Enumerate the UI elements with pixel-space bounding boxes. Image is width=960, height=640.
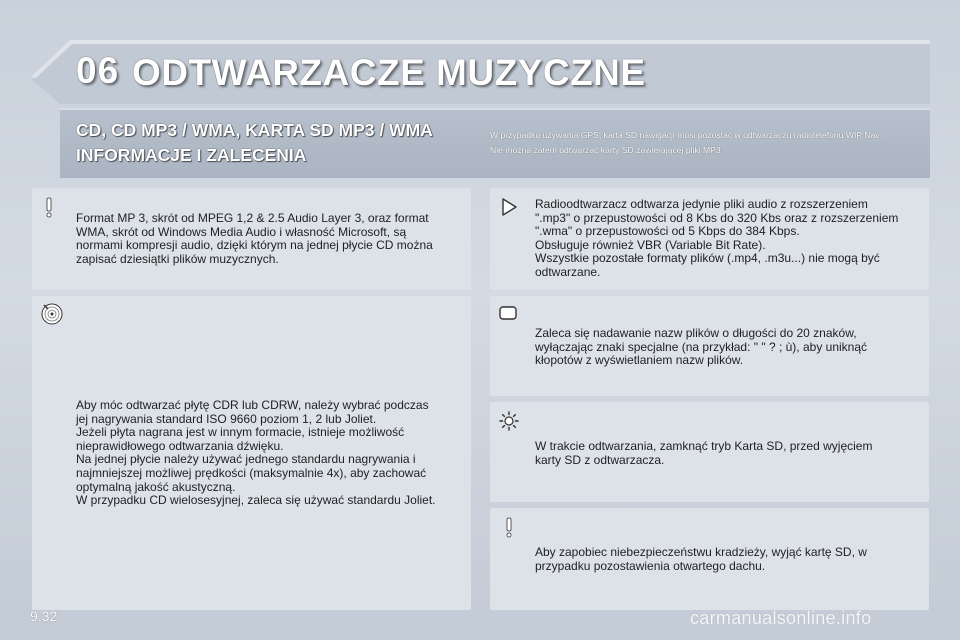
disc-icon [40,302,64,326]
play-icon [498,196,520,218]
exclamation-icon [498,516,520,538]
page-number: 9.32 [30,608,58,624]
note-icon [497,302,519,324]
section-title: CD, CD MP3 / WMA, KARTA SD MP3 / WMA [76,120,433,140]
theft-text: Aby zapobiec niebezpieczeństwu kradzieży, wyjąć kartę SD, w przypadku pozostawienia otwartego dachu. [535,545,867,573]
names-text: Zaleca się nadawanie nazw plików o długości do 20 znaków, wyłączając znaki specjalne (na przykład: " " ? ; ù), aby uniknąć kłopotów z wyświetlaniem nazw plików. [535,326,868,368]
chapter-title: ODTWARZACZE MUZYCZNE [132,52,646,93]
radio-text: Radioodtwarzacz odtwarza jedynie pliki audio z rozszerzeniem ".mp3" o przepustowości od 8 Kbs do 320 Kbs oraz z rozszerzeniem ".wma" o przepustowości od 5 Kbps do 384 Kbps. Obsługuje również VBR (Variable Bit Rate). Wszystkie pozostałe formaty plików (.mp4, .m3u...) nie mogą być odtwarzane. [535,197,899,279]
sd-text: W trakcie odtwarzania, zamknąć tryb Karta SD, przed wyjęciem karty SD z odtwarzacza. [535,439,873,467]
tip-icon [498,410,520,432]
format-text: Format MP 3, skrót od MPEG 1,2 & 2.5 Audio Layer 3, oraz format WMA, skrót od Windows Media Audio i własność Microsoft, są normami kompresji audio, dzięki którym na jednej płycie CD można zapisać dziesiątki plików muzycznych. [76,211,433,266]
watermark: carmanualsonline.info [690,608,872,628]
gps-note: W przypadku używania GPS, karta SD nawigacji musi pozostać w odtwarzaczu radiotelefonu WIP Nav. Nie można zatem odtwarzać karty SD zawierającej pliki MP3. [490,130,882,155]
section-subtitle: INFORMACJE I ZALECENIA [76,145,307,165]
cdr-text: Aby móc odtwarzać płytę CDR lub CDRW, należy wybrać podczas jej nagrywania standard ISO 9660 poziom 1, 2 lub Joliet. Jeżeli płyta nagrana jest w innym formacie, istnieje możliwość nieprawidłowego odtwarzania dźwięku. Na jednej płycie należy używać jednego standardu nagrywania i najmniejszej możliwej prędkości (maksymalnie 4x), aby zachować optymalną jakość akustyczną. W przypadku CD wielosesyjnej, zaleca się używać standardu Joliet. [76,398,436,508]
chapter-number: 06 [76,50,120,91]
exclamation-icon [38,196,60,218]
